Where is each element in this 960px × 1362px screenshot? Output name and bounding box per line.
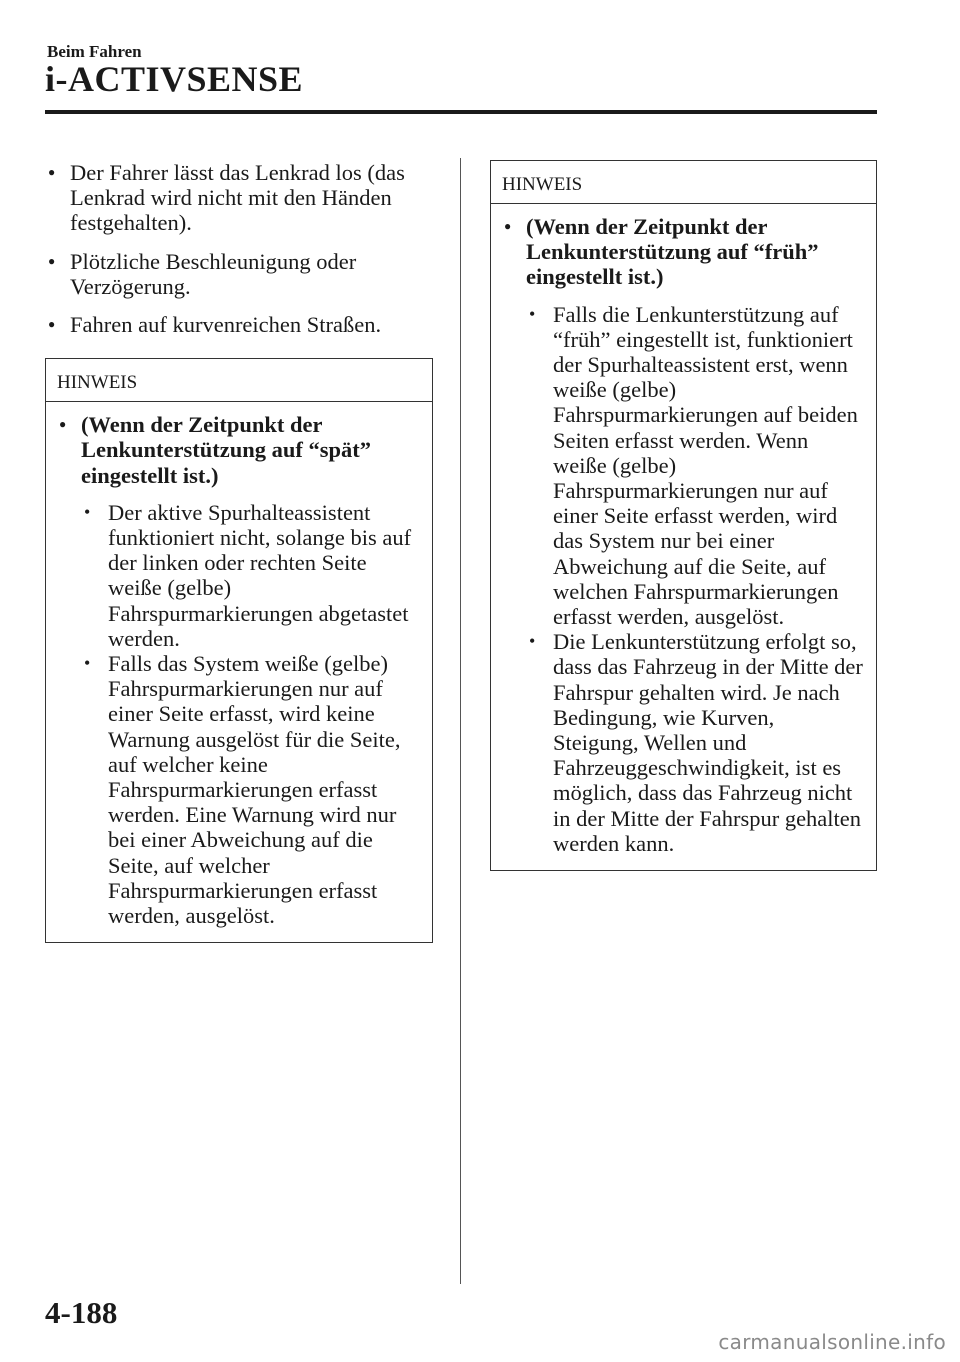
list-item: • Der aktive Spurhalteassistent funktioniert nicht, solange bis auf der linken oder rechten Seite weiße (gelbe) Fahrspurmarkierungen abgetastet werden. <box>81 500 420 651</box>
list-item: ● Fahren auf kurvenreichen Straßen. <box>45 312 433 337</box>
right-column <box>490 160 877 871</box>
note-heading: HINWEIS <box>46 359 432 402</box>
note-body <box>46 402 432 942</box>
list-item: • Die Lenkunterstützung erfolgt so, dass das Fahrzeug in der Mitte der Fahrspur gehalten wird. Je nach Bedingung, wie Kurven, Steigung, Wellen und Fahrzeuggeschwindigkeit, ist es möglich, dass das Fahrzeug nicht in der Mitte der Fahrspur gehalten werden kann. <box>526 629 864 856</box>
header-divider <box>45 110 877 114</box>
note-item-list <box>501 302 864 856</box>
list-item: ● Der Fahrer lässt das Lenkrad los (das Lenkrad wird nicht mit den Händen festgehalten). <box>45 160 433 236</box>
column-divider <box>460 158 461 1284</box>
note-item-list <box>56 500 420 928</box>
note-box-early <box>490 160 877 871</box>
list-item: ● Plötzliche Beschleunigung oder Verzögerung. <box>45 249 433 299</box>
section-label: Beim Fahren <box>47 42 142 61</box>
note-topic: ● (Wenn der Zeitpunkt der Lenkunterstützung auf “früh” eingestellt ist.) <box>501 214 864 290</box>
note-box-late <box>45 358 433 943</box>
note-topic: ● (Wenn der Zeitpunkt der Lenkunterstützung auf “spät” eingestellt ist.) <box>56 412 420 488</box>
list-item: • Falls das System weiße (gelbe) Fahrspurmarkierungen nur auf einer Seite erfasst, wird keine Warnung ausgelöst für die Seite, auf welcher keine Fahrspurmarkierungen erfasst werden. Eine Warnung wird nur bei einer Abweichung auf die Seite, auf welcher Fahrspurmarkierungen erfasst werden, ausgelöst. <box>81 651 420 928</box>
watermark: carmanualsonline.info <box>718 1330 946 1354</box>
condition-list <box>45 160 433 337</box>
page-title: i-ACTIVSENSE <box>45 59 304 99</box>
note-body <box>491 204 876 870</box>
page-number: 4-188 <box>45 1295 118 1330</box>
list-item: • Falls die Lenkunterstützung auf “früh” eingestellt ist, funktioniert der Spurhalteassistent erst, wenn weiße (gelbe) Fahrspurmarkierungen auf beiden Seiten erfasst werden. Wenn weiße (gelbe) Fahrspurmarkierungen nur auf einer Seite erfasst werden, wird das System nur bei einer Abweichung auf die Seite, auf welchen Fahrspurmarkierungen erfasst werden, ausgelöst. <box>526 302 864 630</box>
note-heading: HINWEIS <box>491 161 876 204</box>
left-column <box>45 160 433 943</box>
